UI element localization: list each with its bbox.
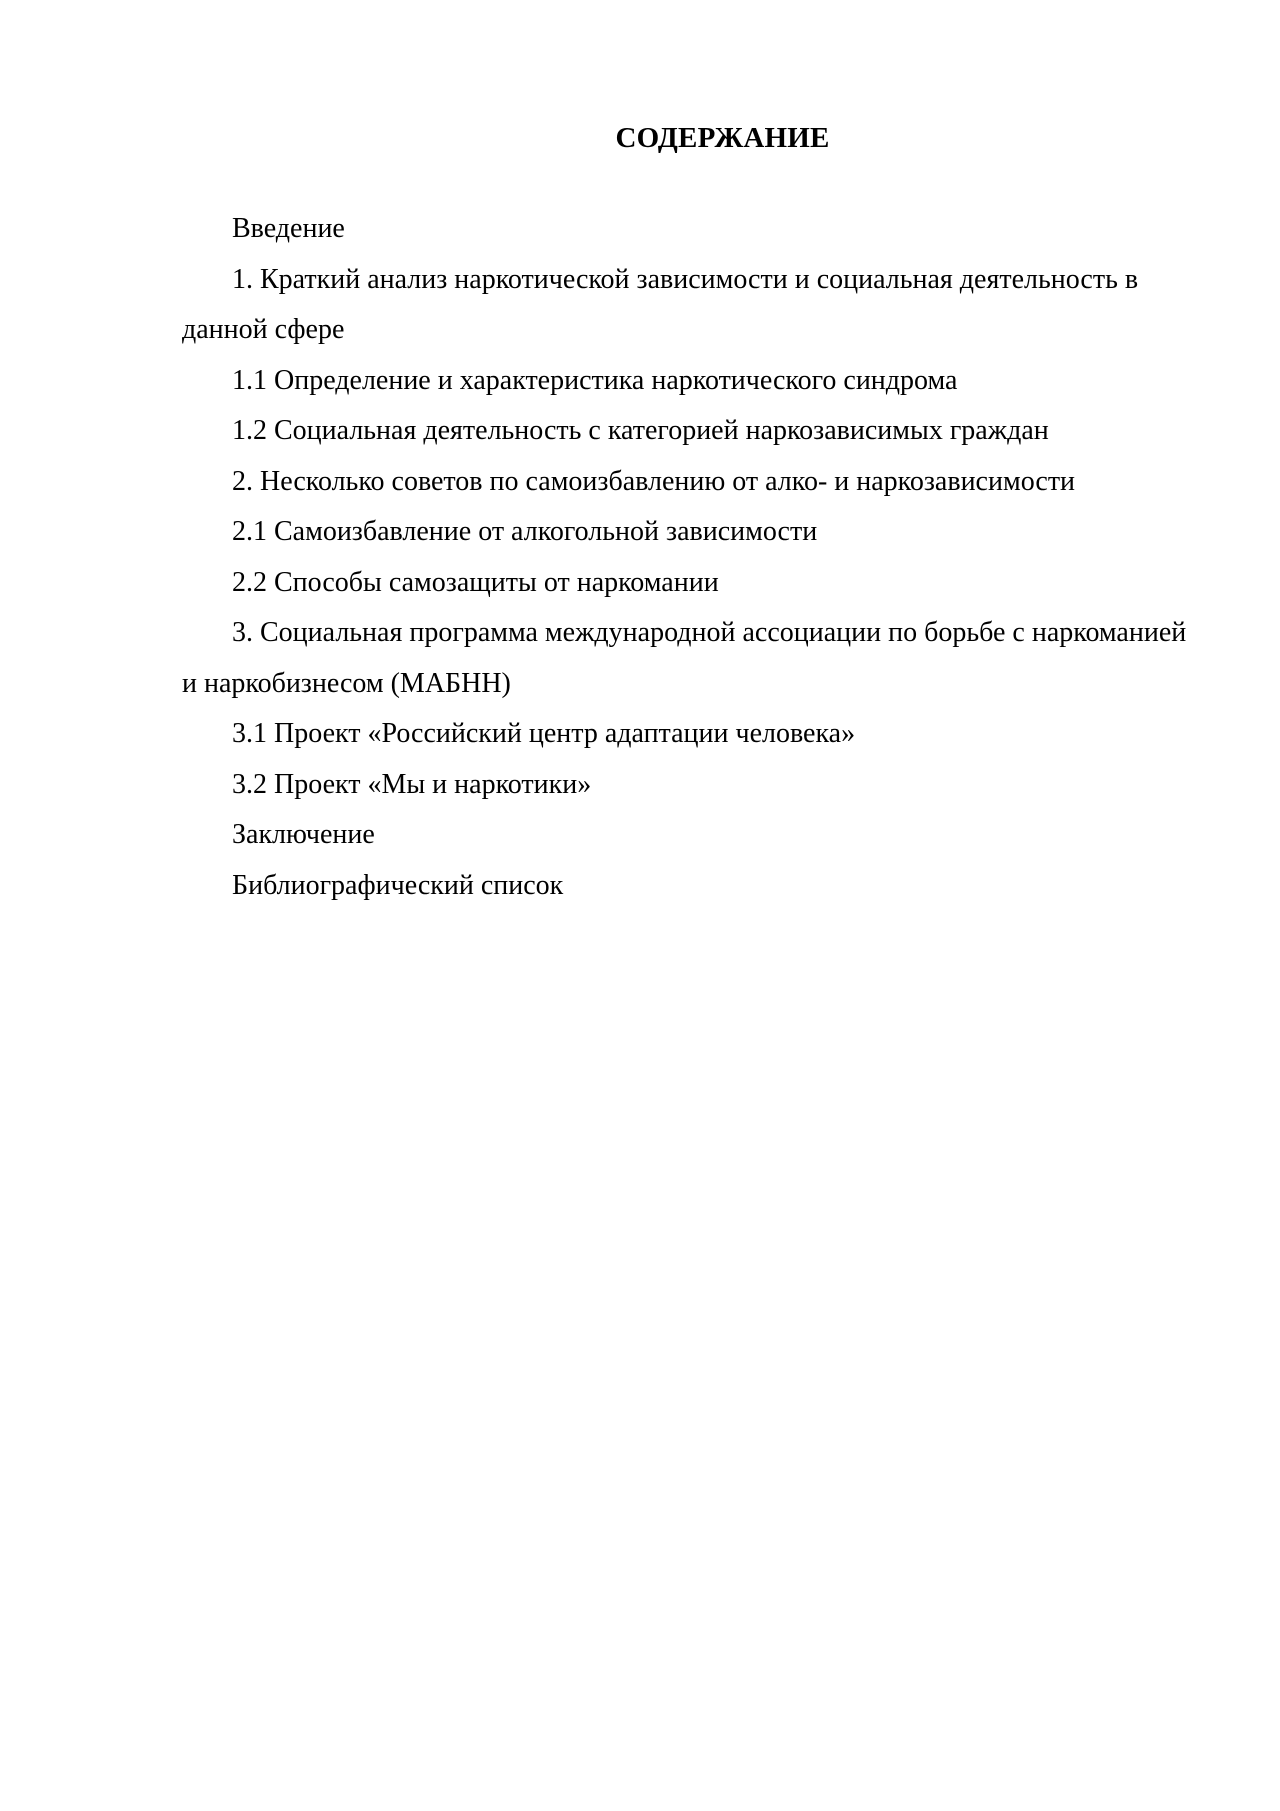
toc-entry-section-3-1: 3.1 Проект «Российский центр адаптации человека» bbox=[232, 718, 856, 749]
toc-entry-introduction: Введение bbox=[232, 213, 345, 244]
toc-entry-bibliography: Библиографический список bbox=[232, 869, 564, 901]
table-of-contents bbox=[182, 204, 1192, 911]
toc-entry-conclusion: Заключение bbox=[232, 819, 375, 850]
toc-entry-section-1-2: 1.2 Социальная деятельность с категорией наркозависимых граждан bbox=[232, 415, 1049, 446]
toc-entry-section-3: 3. Социальная программа международной ассоциации по борьбе с наркоманией и наркобизнесом (МАБНН) bbox=[182, 617, 1187, 699]
toc-entry-section-1-1: 1.1 Определение и характеристика наркотического синдрома bbox=[232, 364, 958, 396]
toc-entry-section-3-2: 3.2 Проект «Мы и наркотики» bbox=[232, 768, 592, 800]
toc-entry-section-1: 1. Краткий анализ наркотической зависимости и социальная деятельность в данной сфере bbox=[182, 263, 1139, 345]
toc-entry-section-2-1: 2.1 Самоизбавление от алкогольной зависимости bbox=[232, 516, 818, 547]
page-title: СОДЕРЖАНИЕ bbox=[615, 122, 830, 154]
toc-entry-section-2-2: 2.2 Способы самозащиты от наркомании bbox=[232, 566, 719, 598]
toc-entry-section-2: 2. Несколько советов по самоизбавлению от алко- и наркозависимости bbox=[232, 465, 1076, 497]
